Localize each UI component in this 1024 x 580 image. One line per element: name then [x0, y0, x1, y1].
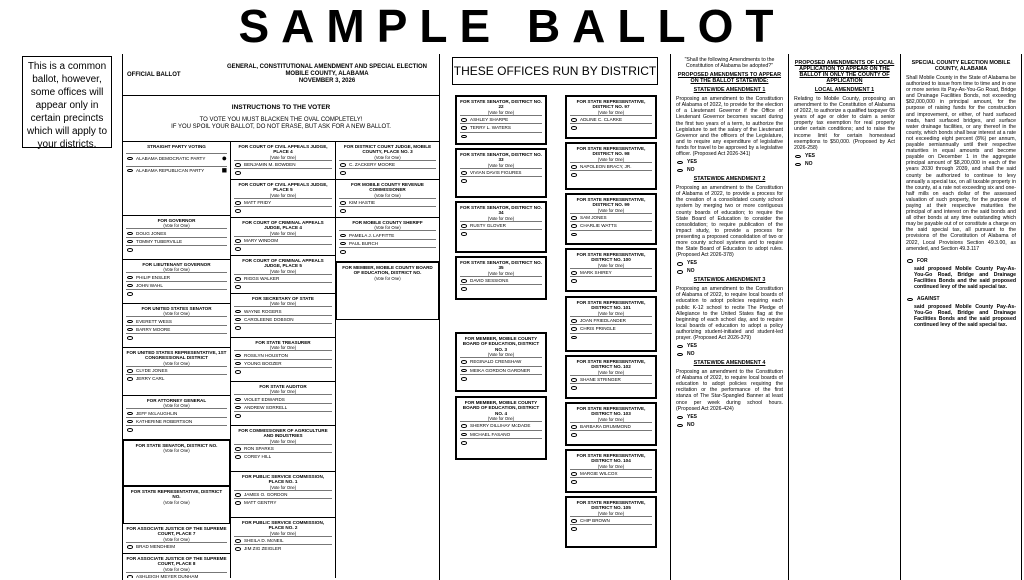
candidate[interactable]: RON SPARKS: [234, 444, 332, 452]
write-in[interactable]: [460, 132, 542, 140]
vote-oval[interactable]: [571, 480, 577, 484]
vote-oval[interactable]: [907, 298, 913, 302]
candidate[interactable]: [460, 276, 542, 284]
vote-oval[interactable]: [127, 276, 133, 280]
no-option[interactable]: NO: [676, 268, 783, 274]
vote-oval[interactable]: [461, 179, 467, 183]
vote-oval[interactable]: [461, 135, 467, 139]
governor-race: FOR GOVERNOR (Vote for One) DOUG JONES TOMMY TUBERVILLE: [123, 216, 230, 260]
no-option[interactable]: NO: [676, 351, 783, 357]
write-in[interactable]: [570, 276, 652, 284]
candidate[interactable]: BRAD MENDHEIM: [126, 542, 227, 550]
vote-oval[interactable]: [677, 345, 683, 349]
vote-oval[interactable]: [340, 209, 346, 213]
candidate[interactable]: MARY WINDOM: [234, 236, 332, 244]
no-option[interactable]: NO: [676, 422, 783, 428]
district-race-r102: [565, 355, 657, 399]
candidate[interactable]: JOHN WAHL: [126, 281, 227, 289]
vote-for-one: (Vote for One): [597, 369, 625, 375]
candidate-name: CHIP BROWN: [580, 518, 610, 523]
precinct-note: This is a common ballot, however, some offices will appear only in certain precincts which will apply to your districts.: [22, 56, 112, 148]
candidate[interactable]: [460, 366, 542, 374]
assoc-justice-8-race: FOR ASSOCIATE JUSTICE OF THE SUPREME COURT, PLACE 8 (Vote for One) ASHLEIGH MEYER DUNHAM: [123, 554, 230, 578]
write-in[interactable]: [126, 289, 227, 297]
district-race-b3: [455, 332, 547, 392]
vote-oval[interactable]: [571, 433, 577, 437]
vote-oval[interactable]: [235, 171, 241, 175]
candidate[interactable]: [460, 430, 542, 438]
candidate[interactable]: [460, 115, 542, 123]
vote-oval[interactable]: [127, 320, 133, 324]
vote-oval[interactable]: [127, 545, 133, 549]
district-race-r99: [565, 193, 657, 245]
vote-oval[interactable]: [127, 328, 133, 332]
race-title: FOR STATE REPRESENTATIVE, DISTRICT NO. 105: [576, 500, 646, 511]
vote-oval[interactable]: [127, 420, 133, 424]
vote-oval[interactable]: [461, 433, 467, 437]
us-rep-race: FOR UNITED STATES REPRESENTATIVE, 1ST CONGRESSIONAL DISTRICT (Vote for One) CLYDE JONES JERRY CARL: [123, 348, 230, 396]
candidate-name: SHANE STRINGER: [580, 377, 621, 382]
ballot-column-3: [336, 142, 439, 578]
candidate[interactable]: ALABAMA REPUBLICAN PARTY ■: [126, 166, 227, 174]
write-in[interactable]: [234, 168, 332, 176]
psc-1-race: FOR PUBLIC SERVICE COMMISSION, PLACE NO. 1 (Vote for One) JAMES O. GORDON MATT GENTRY: [231, 472, 335, 518]
agriculture-race: FOR COMMISSIONER OF AGRICULTURE AND INDUSTRIES (Vote for One) RON SPARKS COREY HILL: [231, 426, 335, 472]
vote-for-one: (Vote for One): [487, 215, 515, 221]
candidate[interactable]: WAYNE ROGERS: [234, 306, 332, 314]
amendments-section: [670, 54, 1022, 580]
candidate-name: RUSTY GLOVER: [470, 223, 506, 228]
vote-oval[interactable]: [127, 292, 133, 296]
candidate-name: MARK SHIREY: [580, 270, 612, 275]
vote-oval[interactable]: [461, 287, 467, 291]
vote-oval[interactable]: [461, 279, 467, 283]
civil-appeals-5-race: FOR COURT OF CIVIL APPEALS JUDGE, PLACE 5 (Vote for One) MATT FRIDY: [231, 180, 335, 218]
candidate[interactable]: BENJAMIN M. BOWDEN: [234, 160, 332, 168]
write-in[interactable]: [234, 411, 332, 419]
candidate-name: MEIKA GORDON GARDNER: [470, 367, 531, 373]
candidate[interactable]: [460, 421, 542, 429]
vote-oval[interactable]: [235, 354, 241, 358]
vote-oval[interactable]: [571, 336, 577, 340]
vote-oval[interactable]: [677, 169, 683, 173]
vote-for-one: (Vote for One): [487, 270, 515, 276]
candidate[interactable]: PHILIP ENSLER: [126, 272, 227, 280]
write-in[interactable]: [234, 244, 332, 252]
district-race-r104: [565, 449, 657, 493]
candidate[interactable]: JEFF McLAUGHLIN: [126, 408, 227, 416]
vote-oval[interactable]: [340, 234, 346, 238]
race-title: FOR MEMBER, MOBILE COUNTY BOARD OF EDUCATION, DISTRICT NO. 3: [462, 336, 540, 352]
vote-for-one: (Vote for One): [597, 109, 625, 115]
board-of-education-race: FOR MEMBER, MOBILE COUNTY BOARD OF EDUCATION, DISTRICT NO. (Vote for One): [336, 262, 439, 320]
vote-oval[interactable]: [235, 201, 241, 205]
vote-oval[interactable]: [127, 412, 133, 416]
vote-oval[interactable]: [235, 247, 241, 251]
candidate[interactable]: [570, 375, 652, 383]
vote-oval[interactable]: [677, 416, 683, 420]
vote-oval[interactable]: [127, 377, 133, 381]
vote-oval[interactable]: [571, 519, 577, 523]
vote-oval[interactable]: [127, 428, 133, 432]
vote-oval[interactable]: [795, 163, 801, 167]
vote-for-one: (Vote for One): [597, 262, 625, 268]
race-title: FOR STATE SENATOR, DISTRICT NO. 33: [460, 152, 542, 163]
write-in[interactable]: [570, 383, 652, 391]
vote-oval[interactable]: [235, 447, 241, 451]
candidate[interactable]: DOUG JONES: [126, 228, 227, 236]
write-in[interactable]: [460, 374, 542, 382]
vote-oval[interactable]: [235, 414, 241, 418]
vote-oval[interactable]: [795, 155, 801, 159]
candidate[interactable]: MATT GENTRY: [234, 498, 332, 506]
vote-oval[interactable]: [571, 126, 577, 130]
vote-oval[interactable]: [235, 493, 241, 497]
write-in[interactable]: [339, 206, 436, 214]
race-title: FOR STATE REPRESENTATIVE, DISTRICT NO. 104: [576, 453, 646, 464]
vote-oval[interactable]: [571, 224, 577, 228]
candidate[interactable]: VIOLET EDWARDS: [234, 394, 332, 402]
vote-for-one: (Vote for One): [597, 510, 625, 516]
vote-for-one: (Vote for One): [487, 109, 515, 115]
candidate[interactable]: [570, 516, 652, 524]
us-senator-race: FOR UNITED STATES SENATOR (Vote for One) EVERETT WESS BARRY MOORE: [123, 304, 230, 348]
candidate-name: MARGIE WILCOX: [580, 471, 618, 476]
candidate[interactable]: [460, 357, 542, 365]
vote-oval[interactable]: [677, 262, 683, 266]
vote-oval[interactable]: [235, 326, 241, 330]
vote-oval[interactable]: [571, 327, 577, 331]
vote-oval[interactable]: [571, 378, 577, 382]
write-in[interactable]: [339, 168, 436, 176]
yes-option[interactable]: YES: [676, 343, 783, 349]
race-title: FOR STATE REPRESENTATIVE, DISTRICT NO. 101: [576, 300, 646, 311]
vote-oval[interactable]: [461, 360, 467, 364]
vote-oval[interactable]: [235, 285, 241, 289]
vote-oval[interactable]: [235, 539, 241, 543]
candidate[interactable]: ROSILYN HOUSTON: [234, 350, 332, 358]
district-race-r97: [565, 95, 657, 139]
candidate[interactable]: YOUNG BOOZER: [234, 359, 332, 367]
candidate[interactable]: ANDREW SORRELL: [234, 403, 332, 411]
candidate[interactable]: [570, 316, 652, 324]
for-option[interactable]: FOR: [906, 258, 1016, 264]
vote-oval[interactable]: [340, 163, 346, 167]
write-in[interactable]: [570, 524, 652, 532]
vote-for-one: (Vote for One): [597, 463, 625, 469]
write-in[interactable]: [234, 367, 332, 375]
write-in[interactable]: [460, 284, 542, 292]
write-in[interactable]: [339, 247, 436, 255]
vote-oval[interactable]: [571, 279, 577, 283]
election-info: GENERAL, CONSTITUTIONAL AMENDMENT AND SPECIAL ELECTION MOBILE COUNTY, ALABAMA NOVEMBER 3, 2026: [226, 64, 427, 84]
vote-oval[interactable]: [571, 319, 577, 323]
district-race-r105: [565, 496, 657, 548]
write-in[interactable]: [570, 123, 652, 131]
candidate[interactable]: [460, 123, 542, 131]
candidate[interactable]: SHEILA D. McNEIL: [234, 536, 332, 544]
revenue-commissioner-race: FOR MOBILE COUNTY REVENUE COMMISSIONER (Vote for One) KIM HASTIE: [336, 180, 439, 218]
vote-oval[interactable]: [571, 216, 577, 220]
yes-option[interactable]: YES: [794, 153, 895, 159]
candidate-name: SAM JONES: [580, 215, 607, 220]
vote-oval[interactable]: [235, 370, 241, 374]
vote-oval[interactable]: [235, 209, 241, 213]
write-in[interactable]: [570, 333, 652, 341]
race-title: FOR STATE REPRESENTATIVE, DISTRICT NO. 102: [576, 359, 646, 370]
sheriff-race: FOR MOBILE COUNTY SHERIFF (Vote for One) PAMELA J. LAFFITTE PAUL BURCH: [336, 218, 439, 262]
candidate[interactable]: JERRY CARL: [126, 374, 227, 382]
straight-party-race: STRAIGHT PARTY VOTING ALABAMA DEMOCRATIC PARTY ● ALABAMA REPUBLICAN PARTY ■: [123, 142, 230, 216]
vote-oval[interactable]: [235, 277, 241, 281]
candidate[interactable]: [460, 168, 542, 176]
vote-oval[interactable]: [127, 248, 133, 252]
vote-oval[interactable]: [461, 118, 467, 122]
vote-oval[interactable]: [127, 157, 133, 161]
criminal-appeals-4-race: FOR COURT OF CRIMINAL APPEALS JUDGE, PLACE 4 (Vote for One) MARY WINDOM: [231, 218, 335, 256]
vote-oval[interactable]: [571, 271, 577, 275]
candidate[interactable]: [570, 221, 652, 229]
district-judge-race: FOR DISTRICT COURT JUDGE, MOBILE COUNTY, PLACE NO. 3 (Vote for One) C. ZACKERY MOORE: [336, 142, 439, 180]
auditor-race: FOR STATE AUDITOR (Vote for One) VIOLET EDWARDS ANDREW SORRELL: [231, 382, 335, 426]
official-ballot-label: OFFICIAL BALLOT: [127, 72, 181, 78]
vote-oval[interactable]: [340, 242, 346, 246]
candidate-name: VIVIAN DAVIS FIGURES: [470, 170, 522, 175]
vote-for-one: (Vote for One): [487, 416, 515, 422]
vote-oval[interactable]: [571, 425, 577, 429]
vote-oval[interactable]: [235, 362, 241, 366]
candidate-name: JOAN FRIEDLANDER: [580, 318, 626, 323]
candidate-name: ADLINE C. CLARKE: [580, 117, 623, 122]
district-race-r103: [565, 402, 657, 446]
state-rep-race: FOR STATE REPRESENTATIVE, DISTRICT NO. (Vote for One): [123, 486, 230, 524]
candidate[interactable]: COREY HILL: [234, 452, 332, 460]
vote-oval[interactable]: [127, 336, 133, 340]
vote-oval[interactable]: [461, 377, 467, 381]
candidate[interactable]: [570, 268, 652, 276]
race-title: FOR STATE REPRESENTATIVE, DISTRICT NO. 98: [576, 146, 646, 157]
candidate[interactable]: JAMES O. GORDON: [234, 490, 332, 498]
vote-oval[interactable]: [235, 239, 241, 243]
candidate-name: DAVID SESSIONS: [470, 278, 509, 283]
vote-oval[interactable]: [677, 353, 683, 357]
lt-governor-race: FOR LIEUTENANT GOVERNOR (Vote for One) PHILIP ENSLER JOHN WAHL: [123, 260, 230, 304]
candidate[interactable]: BARRY MOORE: [126, 325, 227, 333]
candidate[interactable]: CLYDE JONES: [126, 366, 227, 374]
yes-option[interactable]: YES: [676, 159, 783, 165]
candidate[interactable]: PAMELA J. LAFFITTE: [339, 230, 436, 238]
candidate[interactable]: ALABAMA DEMOCRATIC PARTY ●: [126, 153, 227, 161]
candidate[interactable]: JIM ZIG ZEIGLER: [234, 544, 332, 552]
candidate-name: CHARLIE WATTS: [580, 223, 617, 229]
vote-oval[interactable]: [340, 250, 346, 254]
vote-oval[interactable]: [677, 424, 683, 428]
write-in[interactable]: [126, 333, 227, 341]
candidate[interactable]: [570, 213, 652, 221]
against-option[interactable]: AGAINST: [906, 296, 1016, 302]
vote-oval[interactable]: [571, 173, 577, 177]
race-title: FOR MEMBER, MOBILE COUNTY BOARD OF EDUCATION, DISTRICT NO. 4: [462, 400, 540, 416]
vote-oval[interactable]: [571, 233, 577, 237]
vote-oval[interactable]: [571, 118, 577, 122]
vote-oval[interactable]: [677, 270, 683, 274]
vote-oval[interactable]: [461, 171, 467, 175]
psc-2-race: FOR PUBLIC SERVICE COMMISSION, PLACE NO. 2 (Vote for One) SHEILA D. McNEIL JIM ZIG ZEIGLER: [231, 518, 335, 578]
candidate[interactable]: TOMMY TUBERVILLE: [126, 237, 227, 245]
vote-oval[interactable]: [235, 398, 241, 402]
district-race-b4: [455, 396, 547, 460]
official-ballot: [122, 54, 440, 580]
write-in[interactable]: [570, 230, 652, 238]
candidate[interactable]: KATHERINE ROBERTSON: [126, 417, 227, 425]
candidate-name: ASHLEY SHARPE: [470, 117, 509, 122]
district-race-s35: [455, 256, 547, 300]
vote-oval[interactable]: [340, 201, 346, 205]
write-in[interactable]: [234, 282, 332, 290]
ballot-column-1: [123, 142, 231, 578]
instructions: INSTRUCTIONS TO THE VOTER TO VOTE YOU MUST BLACKEN THE OVAL COMPLETELY! IF YOU SPOIL YOUR BALLOT, DO NOT ERASE, BUT ASK FOR A NEW BALLOT.: [123, 96, 439, 142]
vote-oval[interactable]: [461, 441, 467, 445]
candidate[interactable]: RIGGS WALKER: [234, 274, 332, 282]
local-amendments: PROPOSED AMENDMENTS OF LOCAL APPLICATION TO APPEAR ON THE BALLOT IN ONLY THE COUNTY OF APPLICATION LOCAL AMENDMENT 1 Relating to Mobile County, proposing an amendment to the Constitution of Alabama of 2022, to authorize a qualified taxpayer 65 years of age or older to claim a senior property tax exemption for real property under certain conditions; and to raise the income limit for certain homestead exemptions to $50,000. (Proposed by Act 2026-258) YES NO: [788, 54, 900, 580]
vote-oval[interactable]: [677, 161, 683, 165]
vote-oval[interactable]: [907, 259, 913, 263]
write-in[interactable]: [460, 438, 542, 446]
candidate[interactable]: [570, 324, 652, 332]
write-in[interactable]: [570, 477, 652, 485]
write-in[interactable]: [234, 323, 332, 331]
write-in[interactable]: [234, 206, 332, 214]
race-title: FOR STATE SENATOR, DISTRICT NO. 22: [460, 99, 542, 110]
write-in[interactable]: [570, 430, 652, 438]
candidate[interactable]: MATT FRIDY: [234, 198, 332, 206]
vote-oval[interactable]: [235, 310, 241, 314]
candidate[interactable]: [570, 115, 652, 123]
page-title: SAMPLE BALLOT: [238, 0, 786, 52]
no-option[interactable]: NO: [794, 161, 895, 167]
write-in[interactable]: [570, 170, 652, 178]
district-race-s34: [455, 201, 547, 253]
candidate[interactable]: [460, 221, 542, 229]
race-title: FOR STATE REPRESENTATIVE, DISTRICT NO. 100: [576, 252, 646, 263]
elephant-icon: ■: [221, 164, 227, 175]
district-race-s33: [455, 148, 547, 198]
vote-for-one: (Vote for One): [487, 352, 515, 358]
district-race-r100: [565, 248, 657, 292]
candidate[interactable]: [570, 162, 652, 170]
vote-for-one: (Vote for One): [597, 416, 625, 422]
secretary-of-state-race: FOR SECRETARY OF STATE (Vote for One) WAYNE ROGERS CAROLEENE DOBSON: [231, 294, 335, 338]
assoc-justice-7-race: FOR ASSOCIATE JUSTICE OF THE SUPREME COURT, PLACE 7 (Vote for One) BRAD MENDHEIM: [123, 524, 230, 554]
candidate-name: BARBARA DRUMMOND: [580, 424, 631, 429]
race-title: FOR STATE REPRESENTATIVE, DISTRICT NO. 103: [576, 406, 646, 417]
write-in[interactable]: [460, 176, 542, 184]
vote-oval[interactable]: [235, 547, 241, 551]
attorney-general-race: FOR ATTORNEY GENERAL (Vote for One) JEFF McLAUGHLIN KATHERINE ROBERTSON: [123, 396, 230, 440]
candidate[interactable]: [570, 469, 652, 477]
vote-oval[interactable]: [571, 472, 577, 476]
candidate-name: SHERRY DILLIHAY McDADE: [470, 423, 531, 429]
vote-for-one: (Vote for One): [597, 207, 625, 213]
race-title: FOR STATE SENATOR, DISTRICT NO. 35: [460, 260, 542, 271]
statewide-amendments: "Shall the following Amendments to the Constitution of Alabama be adopted?" PROPOSED AMENDMENTS TO APPEAR ON THE BALLOT STATEWIDE: STATEWIDE AMENDMENT 1 Proposing an amendment to the Constitution of Alabama of 2022, to provide for the election of a Lieutenant Governor if the Office of Lieutenant Governor becomes vacant during the first two years of a term, to authorize the Legislature to set the salary of the Lieutenant Governor and the officers of the Legislature, and to require any expenditure of legislative funds for travel to be approved by a legislative officer. (Proposed Act 2026-341) YES NO STATEWIDE AMENDMENT 2 Proposing an amendment to the Constitution of Alabama of 2022, to provide a process for the creation of a consolidated county school system by merging two or more contiguous county boards of education; to require the State Board of Education to consider the consolidation; to require publication of the impact study, to provide a process for presenting a proposed consolidation of two or more county school systems and to require the State Board of Education to adopt rules. (Proposed Act 2026-378) YES NO STATEWIDE AMENDMENT 3 Proposing an amendment to the Constitution of Alabama of 2022, to require local boards of education to adopt policies requiring each public K-12 school to recite The Pledge of Allegiance to the United States flag at the beginning of each school day, and to require local boards of education to adopt a policy authorizing student-initiated and student-led prayer. (Proposed Act 2026-379) YES NO STATEWIDE AMENDMENT 4 Proposing an amendment to the Constitution of Alabama of 2022, to require local boards of education to adopt policies requiring the recitation or the performance of the first stanza of The Star-Spangled Banner at least once per week during school hours. (Proposed Act 2026-424) YES NO: [670, 54, 788, 580]
vote-oval[interactable]: [571, 165, 577, 169]
vote-oval[interactable]: [235, 318, 241, 322]
vote-oval[interactable]: [235, 455, 241, 459]
vote-oval[interactable]: [461, 232, 467, 236]
candidate[interactable]: KIM HASTIE: [339, 198, 436, 206]
candidate[interactable]: CAROLEENE DOBSON: [234, 315, 332, 323]
candidate[interactable]: PAUL BURCH: [339, 239, 436, 247]
write-in[interactable]: [126, 245, 227, 253]
candidate[interactable]: [570, 422, 652, 430]
special-county-election: SPECIAL COUNTY ELECTION MOBILE COUNTY, ALABAMA Shall Mobile County in the State of Alabama be authorized to issue from time to time and in one or more series its Pay-As-You-Go Road, Bridge and Drainage Facilities Bonds, not exceeding $82,000,000 in principal amount, for the purpose of raising funds for the construction and improvement, or either, of hard surfaced roads, hard surfaced bridges, and surface water drainage facilities, or any thereof in the county, which bonds shall bear interest at a rate not exceeding eight percent (8%) per annum, payable semiannually until their respective maturities in equal amounts and become payable on December 1 in the aggregate principal amount of $8,200,000 in each of the years 2030 through 2039, and shall the said county be authorized to continue to levy annually a special tax, on all taxable property in the county, at a rate not exceeding six and one-half mills on each dollar of the assessed valuation of such property, for the purpose of paying at their respective maturities the principal of and interest on the said bonds and all other bonds at any time outstanding which may be payable out of or constitute a charge on the said special tax, all pursuant to the provisions of the Constitution of Alabama of 2022, Local Provisions Section 49.3.00, as amended, and Section 49.3.117 FOR said proposed Mobile County Pay-As-You-Go Road, Bridge and Drainage Facilities Bonds and the said proposed continued levy of the said special tax. AGAINST said proposed Mobile County Pay-As-You-Go Road, Bridge and Drainage Facilities Bonds and the said proposed continued levy of the said special tax.: [900, 54, 1022, 580]
ballot-header: [123, 54, 439, 96]
candidate-name: NAPOLEON BRACY, JR.: [580, 164, 632, 169]
district-race-r98: [565, 142, 657, 190]
vote-oval[interactable]: [235, 406, 241, 410]
no-option[interactable]: NO: [676, 167, 783, 173]
race-title: FOR STATE REPRESENTATIVE, DISTRICT NO. 99: [576, 197, 646, 208]
candidate-name: REGINALD CRENSHAW: [470, 359, 522, 365]
candidate-name: TERRY L. WATERS: [470, 125, 511, 131]
criminal-appeals-5-race: FOR COURT OF CRIMINAL APPEALS JUDGE, PLACE 5 (Vote for One) RIGGS WALKER: [231, 256, 335, 294]
candidate[interactable]: EVERETT WESS: [126, 316, 227, 324]
donkey-icon: ●: [221, 152, 227, 163]
vote-oval[interactable]: [235, 501, 241, 505]
district-race-s22: [455, 95, 547, 145]
candidate[interactable]: ASHLEIGH MEYER DUNHAM: [126, 572, 227, 578]
vote-for-one: (Vote for One): [487, 162, 515, 168]
vote-oval[interactable]: [571, 527, 577, 531]
vote-for-one: (Vote for One): [597, 156, 625, 162]
vote-oval[interactable]: [127, 369, 133, 373]
treasurer-race: FOR STATE TREASURER (Vote for One) ROSILYN HOUSTON YOUNG BOOZER: [231, 338, 335, 382]
candidate-name: CHRIS PRINGLE: [580, 326, 616, 332]
candidate-name: MICHAEL FASANO: [470, 431, 511, 437]
vote-oval[interactable]: [127, 232, 133, 236]
vote-oval[interactable]: [127, 240, 133, 244]
candidate[interactable]: C. ZACKERY MOORE: [339, 160, 436, 168]
race-title: FOR STATE REPRESENTATIVE, DISTRICT NO. 97: [576, 99, 646, 110]
civil-appeals-4-race: FOR COURT OF CIVIL APPEALS JUDGE, PLACE 4 (Vote for One) BENJAMIN M. BOWDEN: [231, 142, 335, 180]
vote-oval[interactable]: [461, 126, 467, 130]
vote-oval[interactable]: [127, 169, 133, 173]
vote-oval[interactable]: [461, 424, 467, 428]
state-senator-race: FOR STATE SENATOR, DISTRICT NO. (Vote for One): [123, 440, 230, 486]
vote-oval[interactable]: [127, 575, 133, 578]
write-in[interactable]: [460, 229, 542, 237]
ballot-column-2: [231, 142, 336, 578]
vote-oval[interactable]: [571, 386, 577, 390]
vote-oval[interactable]: [235, 163, 241, 167]
vote-oval[interactable]: [461, 369, 467, 373]
vote-oval[interactable]: [461, 224, 467, 228]
vote-for-one: (Vote for One): [597, 310, 625, 316]
race-title: FOR STATE SENATOR, DISTRICT NO. 34: [460, 205, 542, 216]
yes-option[interactable]: YES: [676, 414, 783, 420]
vote-oval[interactable]: [127, 284, 133, 288]
yes-option[interactable]: YES: [676, 260, 783, 266]
write-in[interactable]: [126, 425, 227, 433]
district-race-r101: [565, 296, 657, 352]
vote-oval[interactable]: [340, 171, 346, 175]
district-section-title: THESE OFFICES RUN BY DISTRICT: [452, 57, 658, 85]
